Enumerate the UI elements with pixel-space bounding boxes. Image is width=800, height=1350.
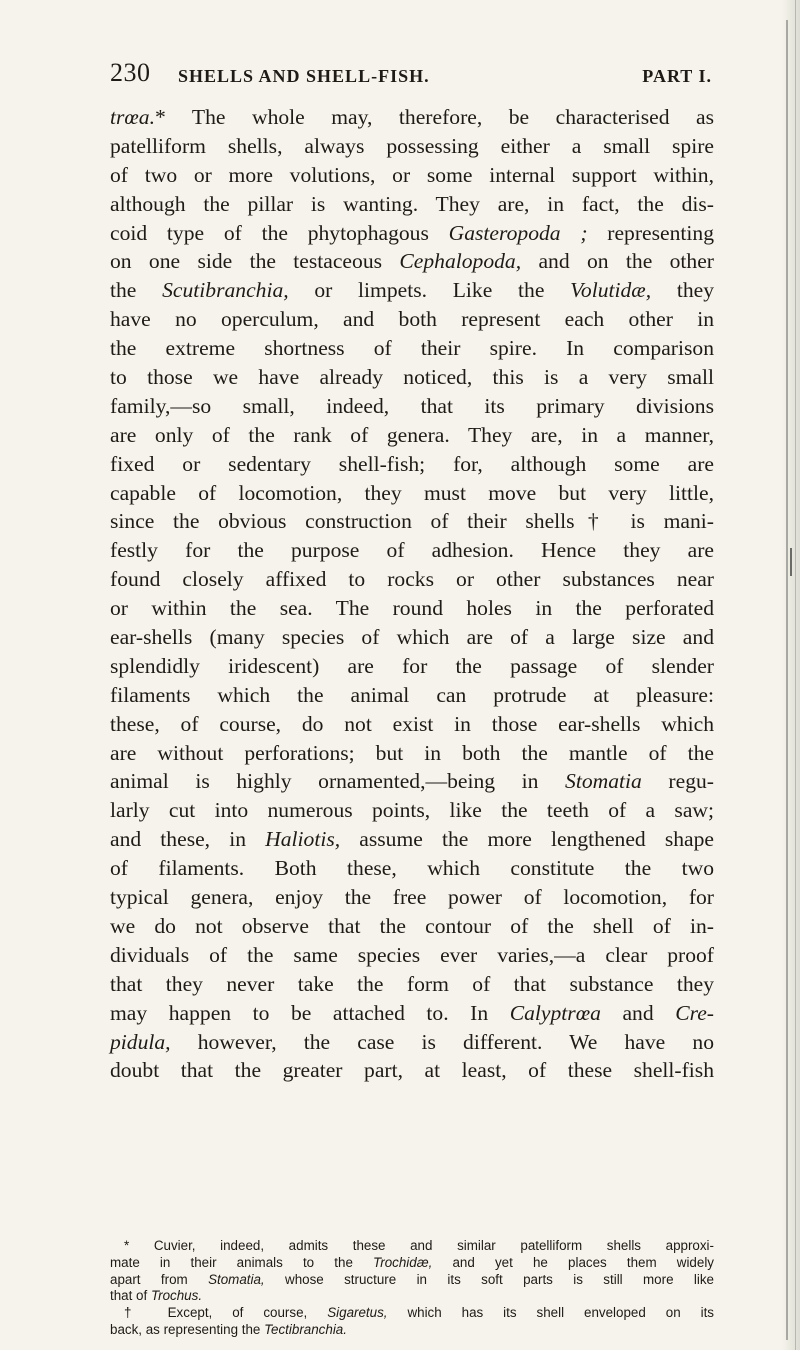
page-header bbox=[110, 58, 712, 98]
text-line: of filaments. Both these, which constitute the two bbox=[110, 856, 714, 881]
page-edge-border bbox=[795, 0, 796, 1350]
body-text bbox=[110, 103, 714, 1085]
text-line: of two or more volutions, or some internal support within, bbox=[110, 162, 714, 187]
text-line: have no operculum, and both represent each other in bbox=[110, 307, 714, 332]
text-line: are only of the rank of genera. They are, in a manner, bbox=[110, 422, 714, 447]
part-label: PART I. bbox=[642, 66, 712, 86]
text-line: family,—so small, indeed, that its primary divisions bbox=[110, 393, 714, 418]
page-edge bbox=[782, 0, 800, 1350]
footnote-line: * Cuvier, indeed, admits these and similar patelliform shells approxi- bbox=[124, 1238, 714, 1253]
text-line: the extreme shortness of their spire. In comparison bbox=[110, 336, 714, 361]
page-number: 230 bbox=[110, 58, 151, 87]
text-line: ear-shells (many species of which are of a large size and bbox=[110, 625, 714, 650]
text-line: may happen to be attached to. In Calyptrœa and Cre- bbox=[110, 1000, 714, 1025]
text-line: since the obvious construction of their shells† is mani- bbox=[110, 509, 714, 534]
text-line: the Scutibranchia, or limpets. Like the Volutidæ, they bbox=[110, 278, 714, 303]
page-edge-shadow bbox=[786, 20, 788, 1340]
text-line: animal is highly ornamented,—being in Stomatia regu- bbox=[110, 769, 714, 794]
footnote-line: mate in their animals to the Trochidæ, and yet he places them widely bbox=[110, 1254, 714, 1270]
text-line: splendidly iridescent) are for the passage of slender bbox=[110, 653, 714, 678]
text-line: festly for the purpose of adhesion. Hence they are bbox=[110, 538, 714, 563]
text-line: dividuals of the same species ever varies,—a clear proof bbox=[110, 942, 714, 967]
text-line: found closely affixed to rocks or other substances near bbox=[110, 567, 714, 592]
footnotes bbox=[110, 1238, 714, 1339]
text-line: although the pillar is wanting. They are, in fact, the dis- bbox=[110, 191, 714, 216]
page-edge-mark bbox=[790, 548, 792, 576]
running-title: SHELLS AND SHELL-FISH. bbox=[178, 66, 430, 86]
text-line: on one side the testaceous Cephalopoda, and on the other bbox=[110, 249, 714, 274]
text-line: and these, in Haliotis, assume the more lengthened shape bbox=[110, 827, 715, 852]
text-line: that they never take the form of that substance they bbox=[110, 971, 714, 996]
text-line: filaments which the animal can protrude at pleasure: bbox=[110, 682, 714, 707]
text-line: typical genera, enjoy the free power of locomotion, for bbox=[110, 885, 714, 910]
text-line: pidula, however, the case is different. We have no bbox=[110, 1029, 714, 1054]
footnote-line: back, as representing the Tectibranchia. bbox=[110, 1321, 347, 1337]
footnote-line: apart from Stomatia, whose structure in its soft parts is still more like bbox=[110, 1271, 714, 1287]
text-line: are without perforations; but in both the mantle of the bbox=[110, 740, 714, 765]
text-line: trœa.* The whole may, therefore, be characterised as bbox=[110, 105, 714, 129]
text-line: to those we have already noticed, this is a very small bbox=[110, 365, 714, 390]
text-line: capable of locomotion, they must move but very little, bbox=[110, 480, 714, 505]
footnote-line: † Except, of course, Sigaretus, which has its shell enveloped on its bbox=[124, 1305, 714, 1321]
text-line: coid type of the phytophagous Gasteropoda ; representing bbox=[110, 220, 715, 245]
text-line: fixed or sedentary shell-fish; for, although some are bbox=[110, 451, 714, 476]
text-line: we do not observe that the contour of the shell of in- bbox=[110, 913, 714, 938]
text-line: larly cut into numerous points, like the teeth of a saw; bbox=[110, 798, 714, 823]
text-line: patelliform shells, always possessing either a small spire bbox=[110, 133, 714, 158]
text-line: these, of course, do not exist in those ear-shells which bbox=[110, 711, 714, 736]
text-line: doubt that the greater part, at least, of these shell-fish bbox=[110, 1058, 714, 1083]
text-line: or within the sea. The round holes in the perforated bbox=[110, 596, 714, 621]
footnote-line: that of Trochus. bbox=[110, 1288, 203, 1304]
